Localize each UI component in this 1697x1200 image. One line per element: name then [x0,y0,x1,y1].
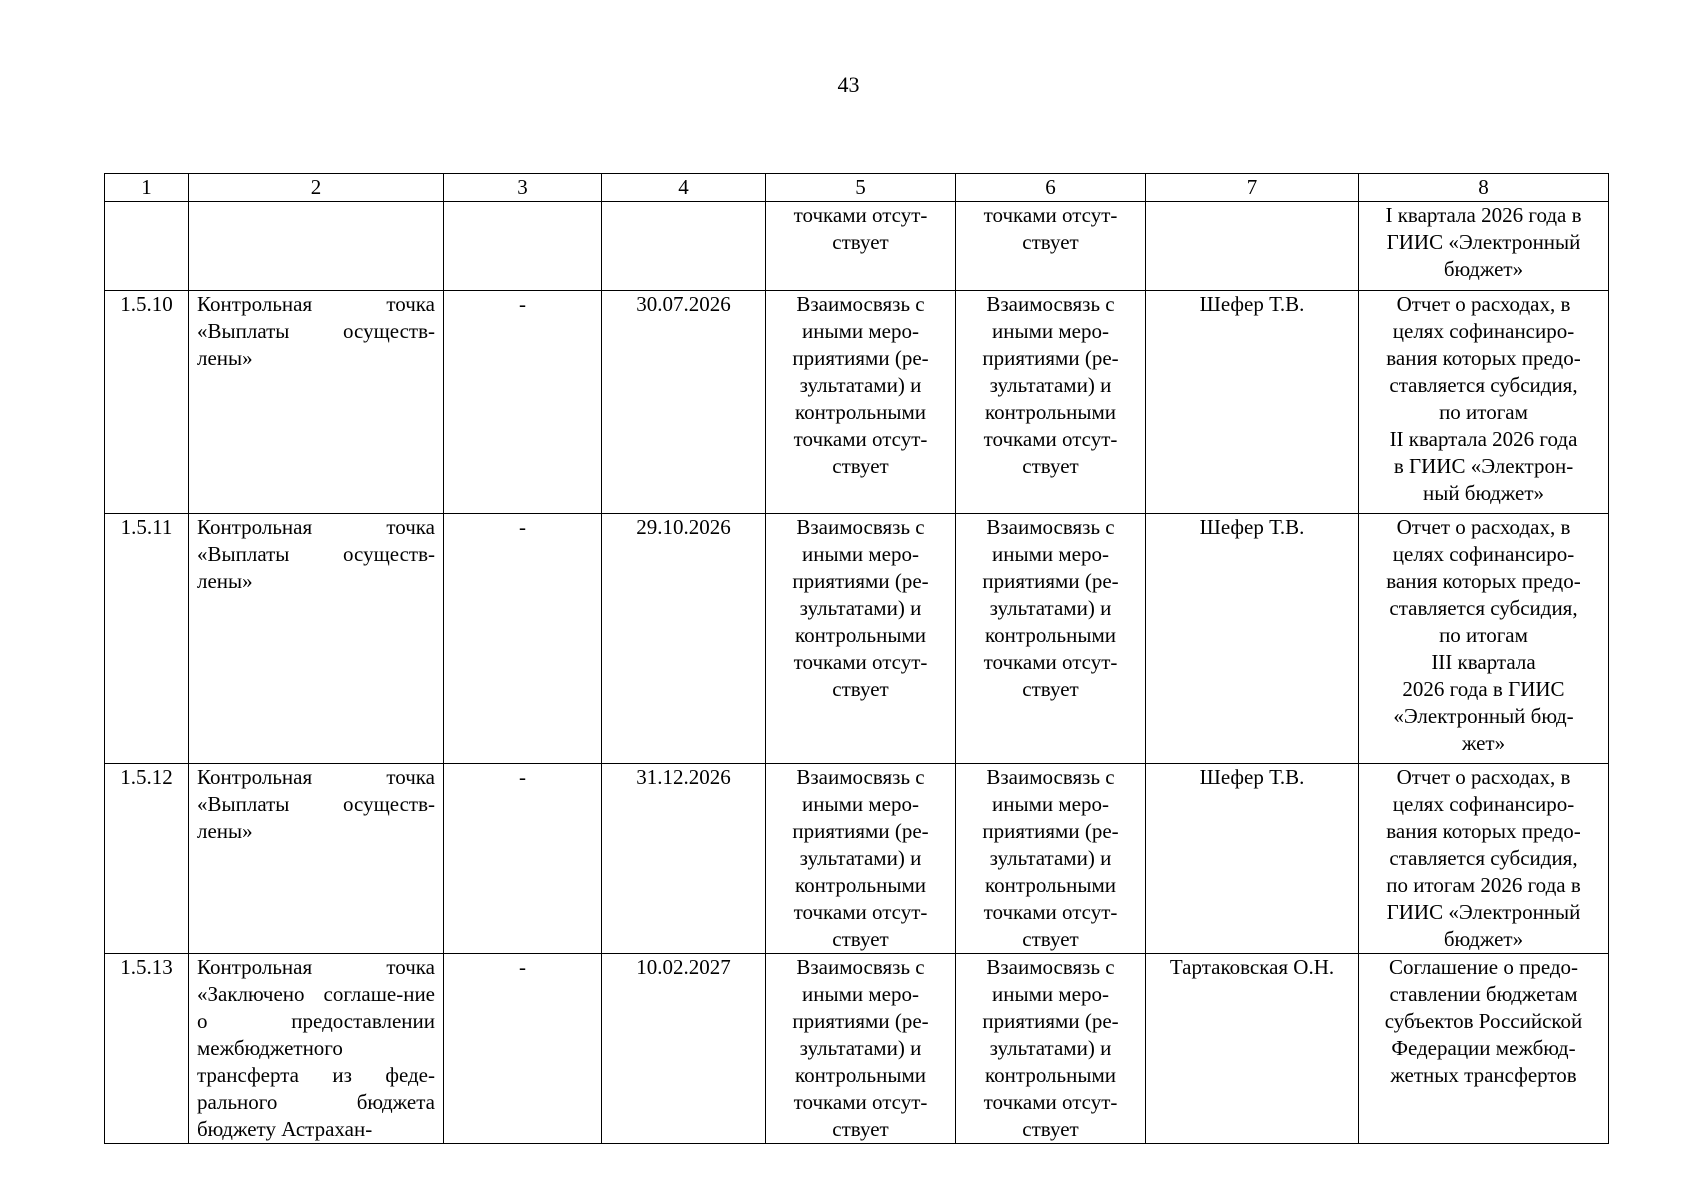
responsible-person: Шефер Т.В. [1146,764,1359,954]
relationship-note: Взаимосвязь с иными меро- приятиями (ре- зультатами) и контрольными точками отсут- ствует [956,764,1146,954]
deadline-date: 29.10.2026 [602,514,766,764]
control-point-name [189,202,444,291]
page-number: 43 [837,72,860,97]
table-row [105,764,1609,954]
control-points-table [104,173,1609,1144]
column-header: 4 [602,174,766,202]
result-document: Отчет о расходах, в целях софинансиро- вания которых предо- ставляется субсидия, по итогам II квартала 2026 года в ГИИС «Электрон- ный бюджет» [1359,291,1609,514]
row-number: 1.5.13 [105,954,189,1144]
row-number: 1.5.12 [105,764,189,954]
result-document: Соглашение о предо- ставлении бюджетам субъектов Российской Федерации межбюд- жетных трансфертов [1359,954,1609,1144]
column-header: 1 [105,174,189,202]
deadline-date: 10.02.2027 [602,954,766,1144]
relationship-note: Взаимосвязь с иными меро- приятиями (ре- зультатами) и контрольными точками отсут- ствует [956,291,1146,514]
cell-col3: - [444,764,602,954]
column-header: 8 [1359,174,1609,202]
cell-col3: - [444,514,602,764]
row-number: 1.5.11 [105,514,189,764]
header-row [105,174,1609,202]
relationship-note: Взаимосвязь с иными меро- приятиями (ре- зультатами) и контрольными точками отсут- ствует [766,291,956,514]
row-number [105,202,189,291]
cell-col3 [444,202,602,291]
relationship-note: Взаимосвязь с иными меро- приятиями (ре- зультатами) и контрольными точками отсут- ствует [766,764,956,954]
result-document: I квартала 2026 года в ГИИС «Электронный бюджет» [1359,202,1609,291]
column-header: 3 [444,174,602,202]
relationship-note: точками отсут- ствует [766,202,956,291]
responsible-person: Шефер Т.В. [1146,291,1359,514]
result-document: Отчет о расходах, в целях софинансиро- вания которых предо- ставляется субсидия, по итогам III квартала 2026 года в ГИИС «Электронный бюд- жет» [1359,514,1609,764]
cell-col3: - [444,291,602,514]
row-number: 1.5.10 [105,291,189,514]
relationship-note: Взаимосвязь с иными меро- приятиями (ре- зультатами) и контрольными точками отсут- ствует [766,954,956,1144]
relationship-note: Взаимосвязь с иными меро- приятиями (ре- зультатами) и контрольными точками отсут- ствует [766,514,956,764]
control-point-name: Контрольная точка «Выплаты осуществ-лены» [189,291,444,514]
control-point-name: Контрольная точка «Выплаты осуществ-лены» [189,514,444,764]
column-header: 7 [1146,174,1359,202]
responsible-person: Тартаковская О.Н. [1146,954,1359,1144]
column-header: 5 [766,174,956,202]
responsible-person [1146,202,1359,291]
table-row [105,514,1609,764]
deadline-date: 30.07.2026 [602,291,766,514]
relationship-note: Взаимосвязь с иными меро- приятиями (ре- зультатами) и контрольными точками отсут- ствует [956,954,1146,1144]
deadline-date: 31.12.2026 [602,764,766,954]
deadline-date [602,202,766,291]
cell-col3: - [444,954,602,1144]
column-header: 2 [189,174,444,202]
relationship-note: точками отсут- ствует [956,202,1146,291]
control-point-name: Контрольная точка «Выплаты осуществ-лены» [189,764,444,954]
table-row [105,954,1609,1144]
table-row [105,202,1609,291]
result-document: Отчет о расходах, в целях софинансиро- вания которых предо- ставляется субсидия, по итогам 2026 года в ГИИС «Электронный бюджет» [1359,764,1609,954]
table-row [105,291,1609,514]
control-point-name: Контрольная точка «Заключено соглаше-ние о предоставлении межбюджетного трансферта из феде-рального бюджета бюджету Астрахан- [189,954,444,1144]
responsible-person: Шефер Т.В. [1146,514,1359,764]
column-header: 6 [956,174,1146,202]
relationship-note: Взаимосвязь с иными меро- приятиями (ре- зультатами) и контрольными точками отсут- ствует [956,514,1146,764]
